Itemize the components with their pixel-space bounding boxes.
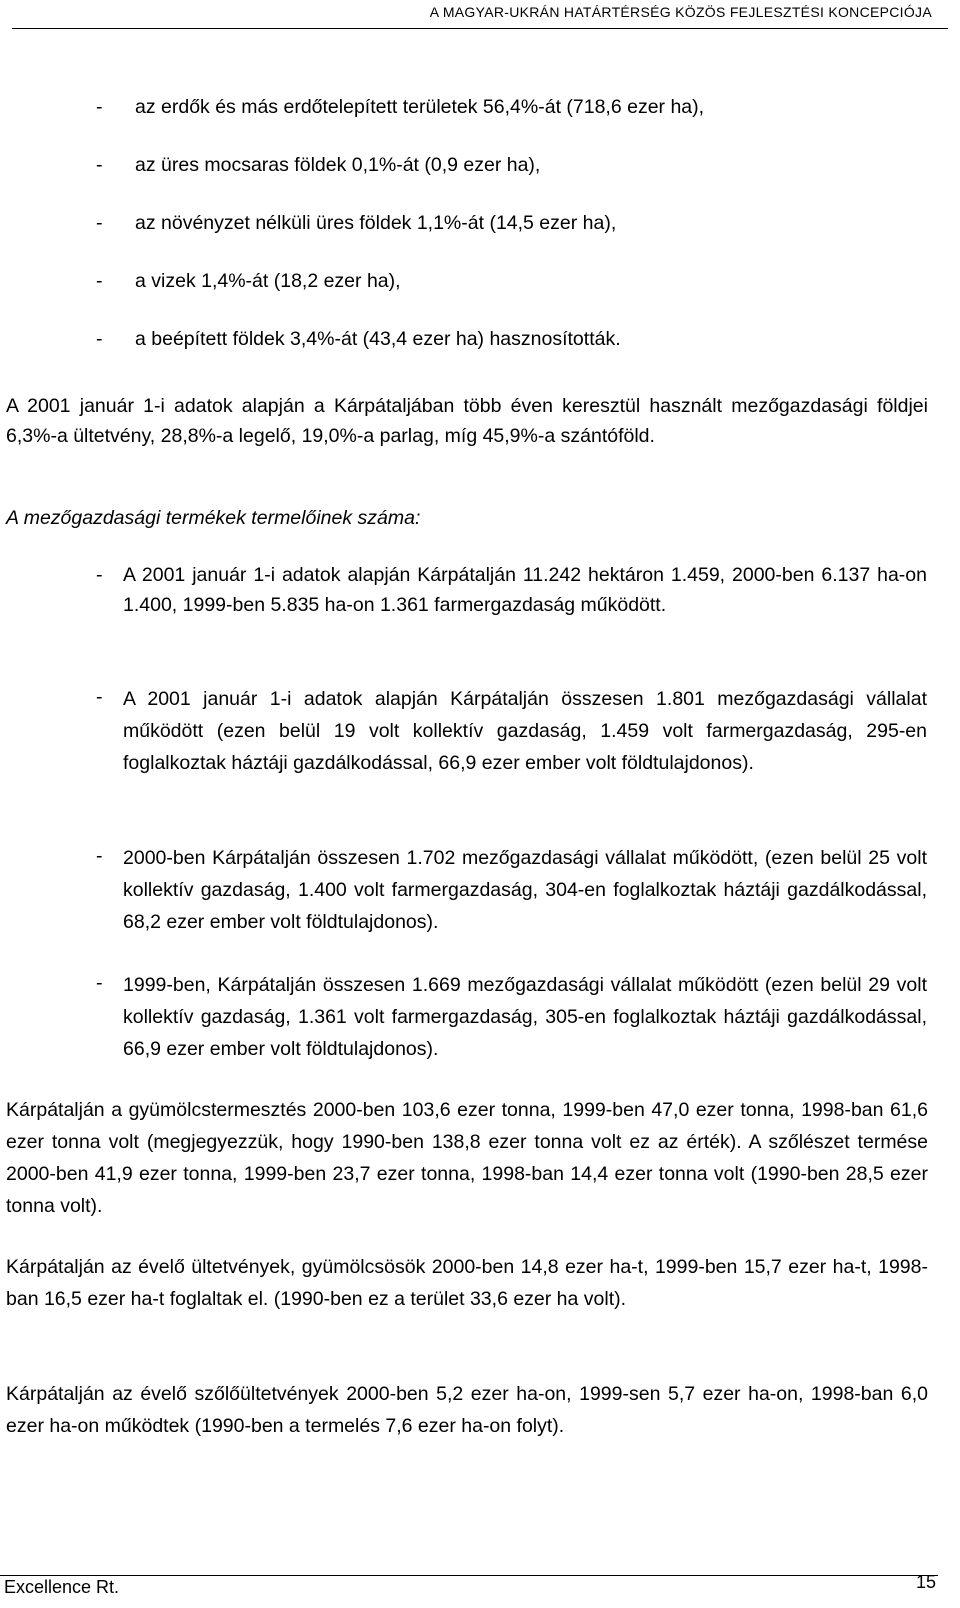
list-item-text: az növényzet nélküli üres földek 1,1%-át (14,5 ezer ha),	[135, 212, 617, 234]
list-item	[0, 324, 960, 382]
list-dash: -	[96, 686, 103, 708]
list-item-text: az üres mocsaras földek 0,1%-át (0,9 ezer ha),	[135, 154, 541, 176]
paragraph-agri-land: A 2001 január 1-i adatok alapján a Kárpátaljában több éven keresztül használt mezőgazdasági földjei 6,3%-a ültetvény, 28,8%-a legelő, 19,0%-a parlag, míg 45,9%-a szántóföld.	[6, 395, 928, 447]
list-dash: -	[96, 154, 103, 176]
list-dash: -	[96, 845, 103, 867]
list-dash: -	[96, 328, 103, 350]
list-dash: -	[96, 564, 103, 586]
paragraph-vineyards: Kárpátalján az évelő szőlőültetvények 2000-ben 5,2 ezer ha-on, 1999-sen 5,7 ezer ha-on, 1998-ban 6,0 ezer ha-on működtek (1990-ben a termelés 7,6 ezer ha-on folyt).	[6, 1383, 928, 1437]
list-item	[0, 266, 960, 324]
page-number: 15	[915, 1572, 936, 1592]
list-item-text: a vizek 1,4%-át (18,2 ezer ha),	[135, 270, 401, 292]
list-item-text: az erdők és más erdőtelepített területek 56,4%-át (718,6 ezer ha),	[135, 96, 705, 118]
list-item-text: 1999-ben, Kárpátalján összesen 1.669 mezőgazdasági vállalat működött (ezen belül 29 volt kollektív gazdaság, 1.361 volt farmergazdaság, 305-en foglalkoztak háztáji gazdálkodással, 66,9 ezer ember volt földtulajdonos).	[123, 974, 927, 1060]
list-dash: -	[96, 972, 103, 994]
list-item-text: A 2001 január 1-i adatok alapján Kárpátalján 11.242 hektáron 1.459, 2000-ben 6.137 ha-on 1.400, 1999-ben 5.835 ha-on 1.361 farmergazdaság működött.	[123, 564, 927, 616]
producers-heading: A mezőgazdasági termékek termelőinek száma:	[6, 507, 421, 529]
running-header: A MAGYAR-UKRÁN HATÁRTÉRSÉG KÖZÖS FEJLESZTÉSI KONCEPCIÓJA	[429, 4, 932, 20]
list-item-text: 2000-ben Kárpátalján összesen 1.702 mezőgazdasági vállalat működött, (ezen belül 25 volt kollektív gazdaság, 1.400 volt farmergazdaság, 304-en foglalkoztak háztáji gazdálkodással, 68,2 ezer ember volt földtulajdonos).	[123, 847, 927, 933]
list-item	[0, 150, 960, 208]
list-item-text: A 2001 január 1-i adatok alapján Kárpátalján összesen 1.801 mezőgazdasági vállalat működött (ezen belül 19 volt kollektív gazdaság, 1.459 volt farmergazdaság, 295-en foglalkoztak háztáji gazdálkodással, 66,9 ezer ember volt földtulajdonos).	[123, 688, 927, 774]
list-dash: -	[96, 270, 103, 292]
footer-divider	[0, 1575, 938, 1576]
paragraph-orchards: Kárpátalján az évelő ültetvények, gyümölcsösök 2000-ben 14,8 ezer ha-t, 1999-ben 15,7 ezer ha-t, 1998-ban 16,5 ezer ha-t foglaltak el. (1990-ben ez a terület 33,6 ezer ha volt).	[6, 1256, 928, 1310]
paragraph-fruit: Kárpátalján a gyümölcstermesztés 2000-ben 103,6 ezer tonna, 1999-ben 47,0 ezer tonna, 1998-ban 61,6 ezer tonna volt (megjegyezzük, hogy 1990-ben 138,8 ezer tonna volt ez az érték). A szőlészet termése 2000-ben 41,9 ezer tonna, 1999-ben 23,7 ezer tonna, 1998-ban 14,4 ezer tonna volt (1990-ben 28,5 ezer tonna volt).	[6, 1099, 928, 1217]
footer-company: Excellence Rt.	[4, 1577, 120, 1597]
header-divider	[12, 28, 948, 29]
list-dash: -	[96, 212, 103, 234]
list-dash: -	[96, 96, 103, 118]
land-use-list	[0, 92, 960, 382]
list-item	[0, 208, 960, 266]
list-item-text: a beépített földek 3,4%-át (43,4 ezer ha) hasznosították.	[135, 328, 621, 350]
list-item	[0, 92, 960, 150]
